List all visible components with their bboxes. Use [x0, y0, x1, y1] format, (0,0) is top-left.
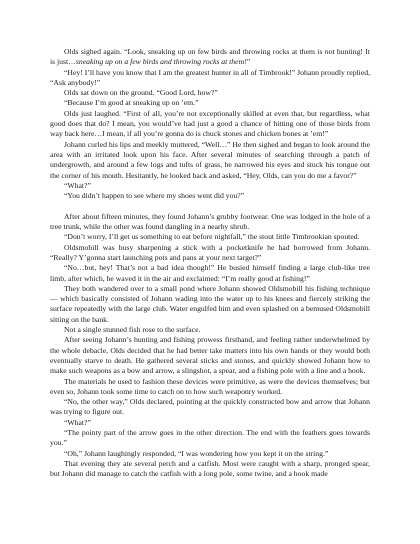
body-paragraph: [50, 284, 370, 325]
body-paragraph: [50, 428, 370, 449]
body-paragraph: [50, 109, 370, 140]
body-paragraph: [50, 88, 370, 98]
text-run: hunting! It is just…: [50, 47, 370, 67]
text-run: “You didn’t happen to see where my shoes went did you?”: [64, 191, 245, 201]
text-run: “No…but, hey! That’s not a bad idea though!” He busied himself finding a large club-like tree limb, after which, he waved it in the air and exclaimed: “I’m really good at fishing!”: [50, 263, 370, 283]
text-run: The materials he used to fashion these devices were primitive, as were the devices themselves; but even so, Johann took some time to catch on to how such weaponry worked.: [50, 376, 370, 396]
text-run: “Because I’m good at sneaking up on ’em.”: [64, 98, 199, 108]
text-run: Olds just laughed. “First of all, you’re not exceptionally skilled at even that, but regardless, what good does that do? I mean, you would’ve had just a good a chance of hitting one of those birds from way back here…I mean, if all you’re gonna do is chuck stones and chicken bones at ’em!”: [50, 108, 370, 139]
text-run: ”: [246, 57, 251, 67]
text-run: After seeing Johann’s hunting and fishing prowess firsthand, and feeling rather underwhelmed by the whole debacle, Olds decided that he had better take matters into his own hands or they would both eventually starve to death. He gathered several sticks and stones, and quickly showed Johann how to make such weapons as a bow and arrow, a slingshot, a spear, and a fishing pole with a line and a hook.: [50, 335, 370, 376]
body-paragraph: [50, 140, 370, 181]
text-run: “The pointy part of the arrow goes in the other direction. The end with the feathers goes towards you.”: [50, 427, 370, 448]
text-run: Olds sighed again. “Look, sneaking up on few birds and throwing rocks at them is: [64, 47, 325, 56]
emphasized-text: not: [324, 47, 335, 56]
body-paragraph: [50, 191, 370, 201]
text-run: That evening they ate several perch and a catfish. Most were caught with a sharp, pronged spear, but Johann did manage to catch the catfish with a long pole, some twine, and a hook made: [50, 458, 370, 479]
body-paragraph: [50, 212, 370, 233]
text-run: After about fifteen minutes, they found Johann’s grubby footwear. One was lodged in the hole of a tree trunk, while the other was found dangling in a nearby shrub.: [50, 211, 370, 232]
text-run: “Hey! I’ll have you know that I am the greatest hunter in all of Timbrook!” Johann proudly replied, “Ask anybody!”: [50, 67, 370, 87]
body-paragraph: [50, 181, 370, 191]
body-paragraph: [50, 47, 370, 68]
body-paragraph: [50, 98, 370, 108]
text-run: “Don’t worry, I’ll get us something to eat before nightfall,” the stout little Timbrookian spouted.: [64, 232, 360, 242]
text-run: They both wandered over to a small pond where Johann showed Oldsmobill his fishing technique — which basically consisted of Johann wading into the water up to his knees and fiercely striking the surface repeatedly with the large club. Water engulfed him and even splashed on a bemused Oldsmobill sitting on the bank.: [50, 283, 370, 324]
body-paragraph: [50, 397, 370, 418]
body-paragraph: [50, 377, 370, 398]
body-paragraph: [50, 418, 370, 428]
text-run: Not a single stunned fish rose to the surface.: [64, 325, 201, 335]
body-paragraph: [50, 459, 370, 480]
body-paragraph: [50, 68, 370, 89]
text-run: Johann curled his lips and meekly muttered, “Well…” He then sighed and began to look around the area with an irritated look upon his face. After several minutes of searching through a patch of undergrowth, and around a few logs and tufts of grass, he narrowed his eyes and stuck his tongue out the corner of his mouth. Hesitantly, he looked back and asked, “Hey, Olds, can you do me a favor?”: [50, 139, 370, 180]
text-run: “Oh,” Johann laughingly responded, “I was wondering how you kept it on the string.”: [64, 448, 329, 458]
text-run: Oldsmobill was busy sharpening a stick with a pocketknife he had borrowed from Johann. “Really? Y’gonna start launching pots and pans at your next target?”: [50, 242, 370, 262]
text-run: “No, the other way,” Olds declared, pointing at the quickly constructed bow and arrow that Johann was trying to figure out.: [50, 397, 370, 417]
body-paragraph: [50, 263, 370, 284]
body-paragraph: [50, 449, 370, 459]
body-paragraph: [50, 335, 370, 376]
text-run: Olds sat down on the ground. “Good Lord, how?”: [64, 88, 218, 98]
emphasized-text: sneaking up on a few birds and throwing rocks at them!: [75, 57, 247, 67]
text-run: “What?”: [64, 417, 91, 427]
body-paragraph: [50, 243, 370, 264]
body-paragraph: [50, 325, 370, 335]
text-run: “What?”: [64, 180, 91, 190]
body-paragraph: [50, 232, 370, 242]
